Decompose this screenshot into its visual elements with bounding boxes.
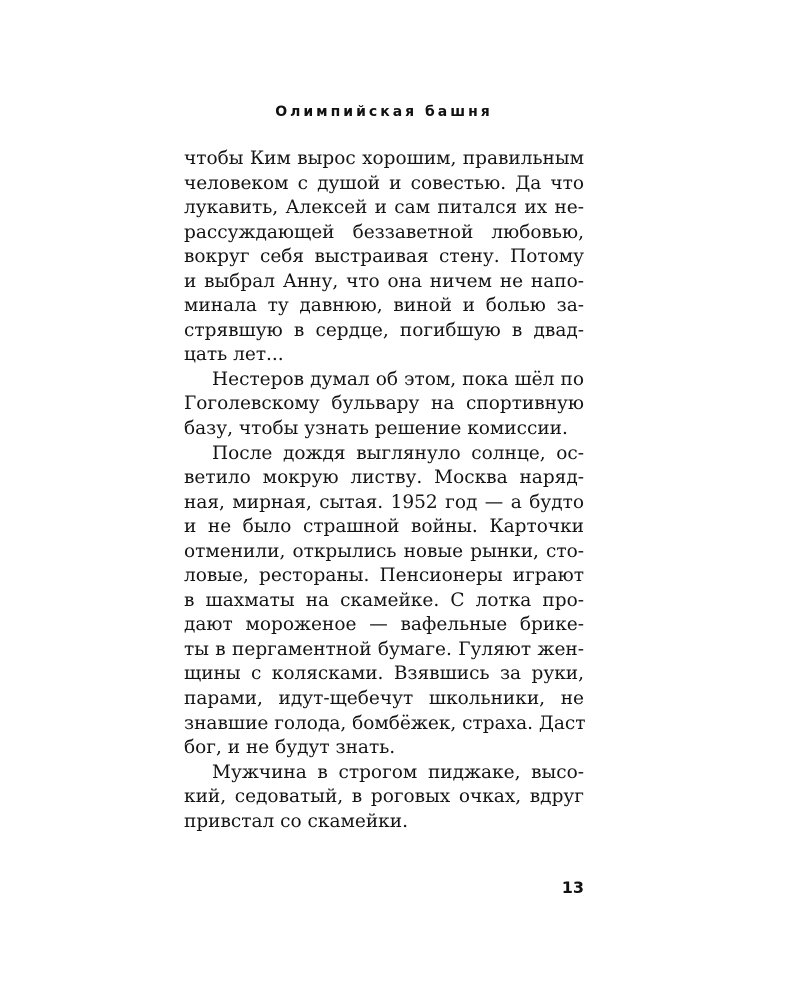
text-line: минала ту давнюю, виной и болью за- [184, 295, 584, 317]
page-number: 13 [561, 878, 584, 897]
text-line: базу, чтобы узнать решение комиссии. [184, 418, 568, 440]
body-text [184, 147, 584, 834]
text-line: Гоголевскому бульвару на спортивную [184, 393, 584, 415]
text-line: привстал со скамейки. [184, 810, 408, 832]
text-line: чтобы Ким вырос хорошим, правильным [184, 148, 584, 169]
text-line: ты в пергаментной бумаге. Гуляют жен- [184, 638, 584, 660]
running-header: Олимпийская башня [275, 104, 493, 120]
text-line: ловые, рестораны. Пенсионеры играют [184, 565, 584, 587]
text-line: Мужчина в строгом пиджаке, высо- [212, 761, 584, 783]
text-line: рассуждающей беззаветной любовью, [184, 221, 584, 243]
text-line: и выбрал Анну, что она ничем не напо- [184, 270, 584, 292]
text-line: лукавить, Алексей и сам питался их не- [184, 197, 584, 219]
text-line: цать лет... [184, 344, 284, 366]
text-line: ная, мирная, сытая. 1952 год — а будто [184, 491, 584, 513]
text-line: щины с колясками. Взявшись за руки, [184, 663, 584, 685]
text-line: ветило мокрую листву. Москва наряд- [184, 467, 584, 489]
text-line: отменили, открылись новые рынки, сто- [184, 540, 584, 562]
text-line: После дождя выглянуло солнце, ос- [212, 442, 584, 464]
text-line: кий, седоватый, в роговых очках, вдруг [184, 786, 584, 808]
text-line: в шахматы на скамейке. С лотка про- [184, 589, 584, 611]
text-line: и не было страшной войны. Карточки [184, 516, 584, 538]
text-line: Нестеров думал об этом, пока шёл по [212, 368, 584, 390]
text-line: дают мороженое — вафельные брике- [184, 614, 584, 636]
text-line: знавшие голода, бомбёжек, страха. Даст [184, 712, 586, 734]
text-line: стрявшую в сердце, погибшую в двад- [184, 319, 584, 341]
text-line: парами, идут-щебечут школьники, не [184, 688, 584, 710]
text-line: вокруг себя выстраивая стену. Потому [184, 246, 584, 268]
text-line: человеком с душой и совестью. Да что [184, 172, 584, 194]
text-line: бог, и не будут знать. [184, 737, 396, 759]
